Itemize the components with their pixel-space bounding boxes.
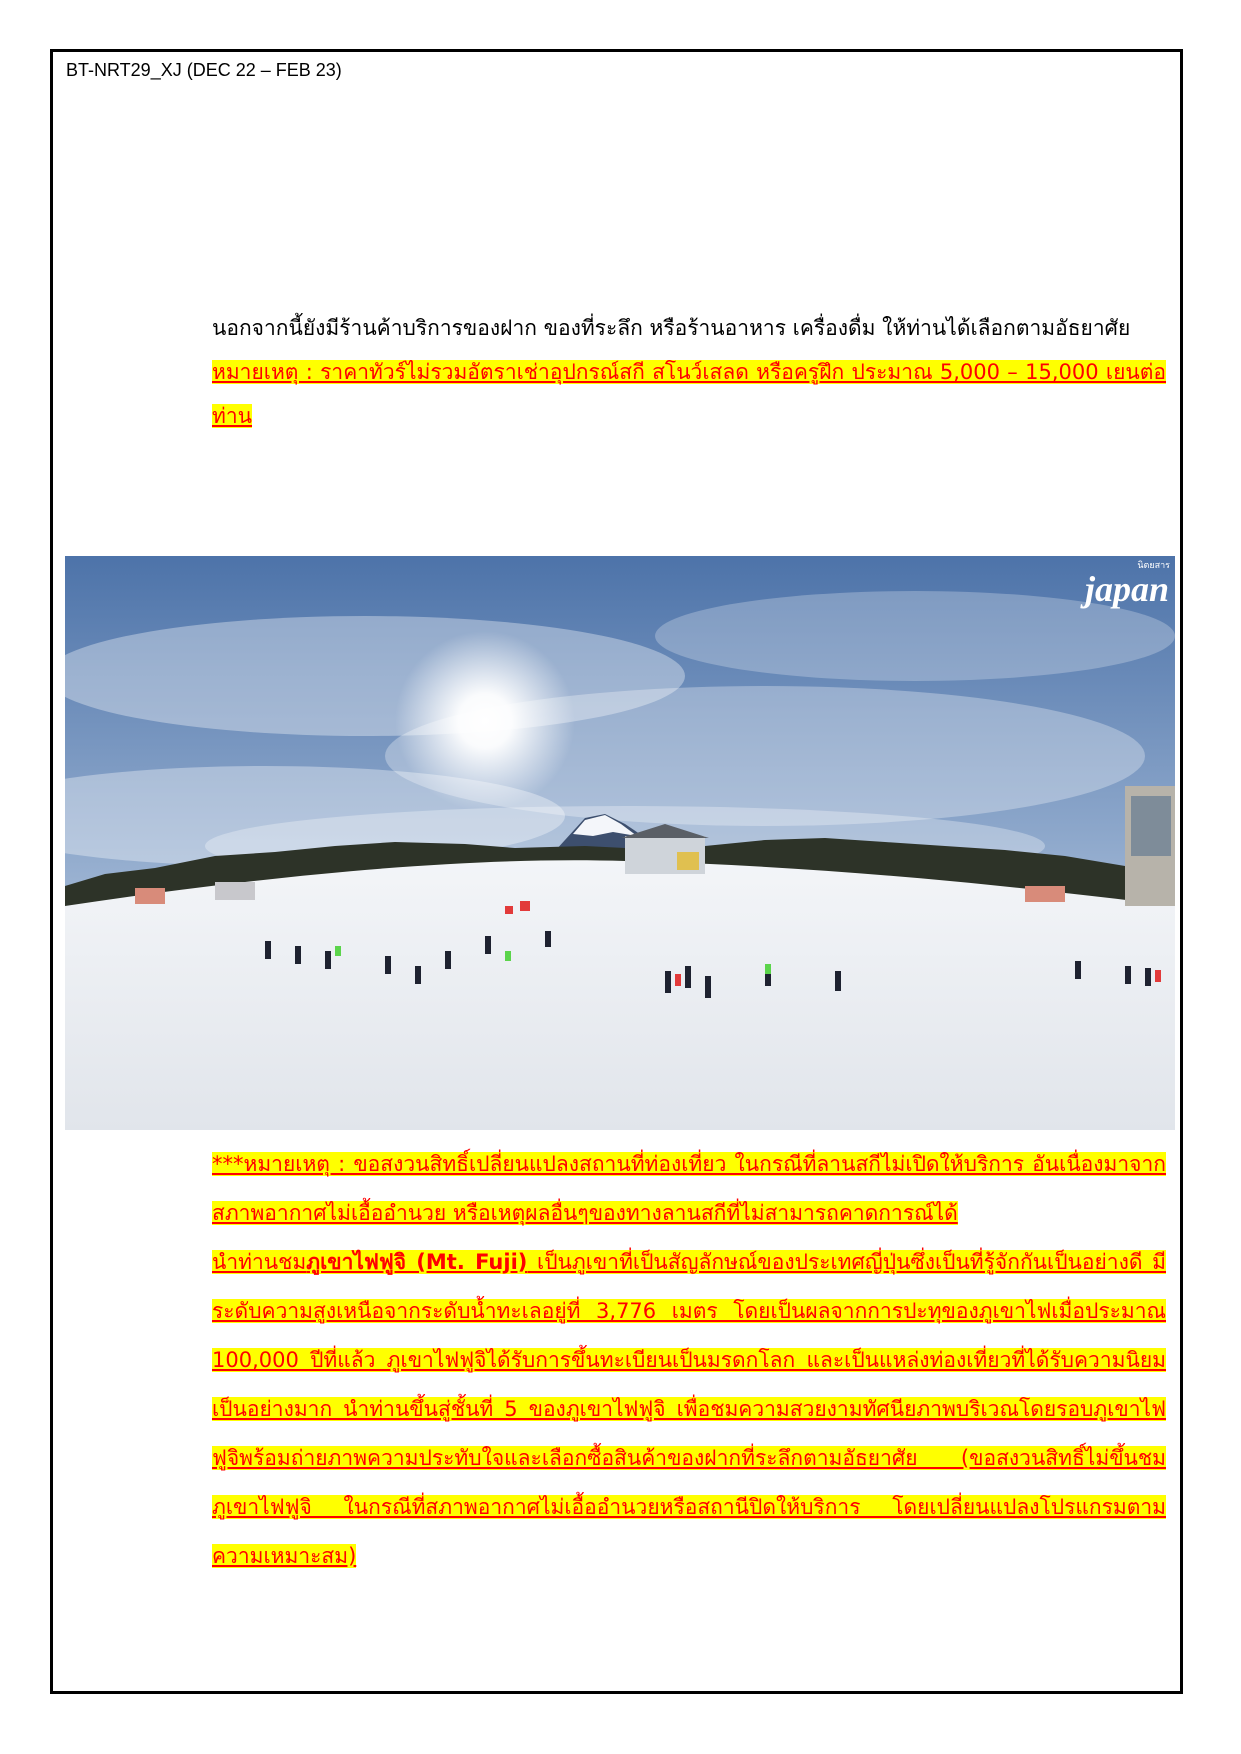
closure-note: ***หมายเหตุ : ขอสงวนสิทธิ์เปลี่ยนแปลงสถานที่ท่องเที่ยว ในกรณีที่ลานสกีไม่เปิดให้บริการ อันเนื่องมาจากสภาพอากาศไม่เอื้ออำนวย หรือเหตุผลอื่นๆของทางลานสกีที่ไม่สามารถคาดการณ์ได้ — [212, 1152, 1166, 1225]
fuji-name: ภูเขาไฟฟูจิ (Mt. Fuji) — [306, 1250, 528, 1274]
intro-text: นอกจากนี้ยังมีร้านค้าบริการของฝาก ของที่ระลึก หรือร้านอาหาร เครื่องดื่ม ให้ท่านได้เลือกตามอัธยาศัย — [212, 316, 1131, 340]
ski-resort-photo — [65, 556, 1175, 1130]
price-note: หมายเหตุ : ราคาทัวร์ไม่รวมอัตราเช่าอุปกรณ์สกี สโนว์เสลด หรือครูฝึก ประมาณ 5,000 – 15,000 เยนต่อท่าน — [212, 360, 1166, 428]
sun — [395, 631, 575, 811]
tour-code: BT-NRT29_XJ (DEC 22 – FEB 23) — [66, 60, 342, 80]
watermark-small: นิตยสาร — [1137, 560, 1170, 570]
intro-block — [212, 306, 1166, 438]
fuji-lead: นำท่านชม — [212, 1250, 307, 1274]
fuji-block — [212, 1140, 1166, 1581]
watermark-japan: japan — [1084, 569, 1169, 609]
fuji-description: เป็นภูเขาที่เป็นสัญลักษณ์ของประเทศญี่ปุ่นซึ่งเป็นที่รู้จักกันเป็นอย่างดี มีระดับความสูงเหนือจากระดับน้ำทะเลอยู่ที่ 3,776 เมตร โดยเป็นผลจากการปะทุของภูเขาไฟเมื่อประมาณ 100,000 ปีที่แล้ว ภูเขาไฟฟูจิได้รับการขึ้นทะเบียนเป็นมรดกโลก และเป็นแหล่งท่องเที่ยวที่ได้รับความนิยมเป็นอย่างมาก นำท่านขึ้นสู่ชั้นที่ 5 ของภูเขาไฟฟูจิ เพื่อชมความสวยงามทัศนียภาพบริเวณโดยรอบภูเขาไฟฟูจิพร้อมถ่ายภาพความประทับใจและเลือกซื้อสินค้าของฝากที่ระลึกตามอัธยาศัย (ขอสงวนสิทธิ์ไม่ขึ้นชมภูเขาไฟฟูจิ ในกรณีที่สภาพอากาศไม่เอื้ออำนวยหรือสถานีปิดให้บริการ โดยเปลี่ยนแปลงโปรแกรมตามความเหมาะสม) — [212, 1250, 1166, 1568]
